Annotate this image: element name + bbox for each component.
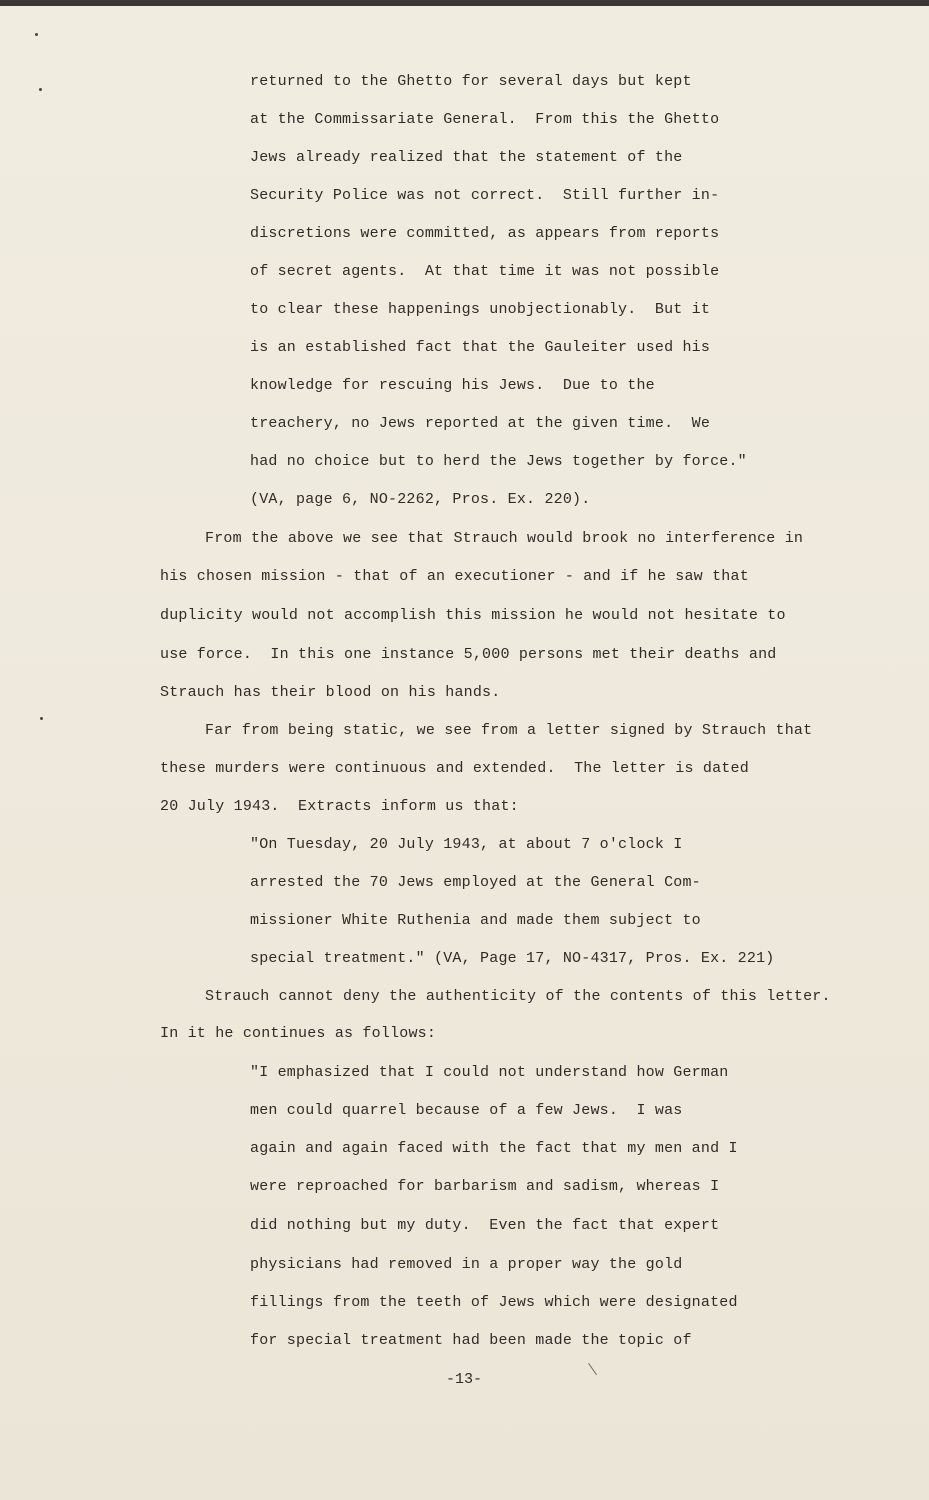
text-line: duplicity would not accomplish this mission he would not hesitate to bbox=[160, 607, 786, 624]
page-number: -13- bbox=[446, 1371, 483, 1388]
text-line: for special treatment had been made the topic of bbox=[250, 1332, 692, 1349]
text-line: did nothing but my duty. Even the fact that expert bbox=[250, 1217, 720, 1234]
text-line: again and again faced with the fact that my men and I bbox=[250, 1140, 738, 1157]
text-line: knowledge for rescuing his Jews. Due to the bbox=[250, 377, 655, 394]
punch-mark bbox=[40, 717, 43, 720]
pen-mark bbox=[588, 1363, 597, 1375]
text-line: returned to the Ghetto for several days but kept bbox=[250, 73, 692, 90]
text-line: In it he continues as follows: bbox=[160, 1025, 437, 1042]
text-line: these murders were continuous and extended. The letter is dated bbox=[160, 760, 749, 777]
text-line: were reproached for barbarism and sadism, whereas I bbox=[250, 1178, 720, 1195]
text-line: fillings from the teeth of Jews which were designated bbox=[250, 1294, 738, 1311]
text-line: Strauch has their blood on his hands. bbox=[160, 684, 501, 701]
text-line: of secret agents. At that time it was not possible bbox=[250, 263, 720, 280]
text-line: to clear these happenings unobjectionably. But it bbox=[250, 301, 711, 318]
scan-edge bbox=[0, 0, 929, 6]
text-line: is an established fact that the Gauleiter used his bbox=[250, 339, 711, 356]
text-line: "On Tuesday, 20 July 1943, at about 7 o'clock I bbox=[250, 836, 683, 853]
text-line: Strauch cannot deny the authenticity of the contents of this letter. bbox=[205, 988, 831, 1005]
text-line: "I emphasized that I could not understand how German bbox=[250, 1064, 729, 1081]
text-line: physicians had removed in a proper way the gold bbox=[250, 1256, 683, 1273]
punch-mark bbox=[35, 33, 38, 36]
punch-mark bbox=[39, 88, 42, 91]
text-line: his chosen mission - that of an executioner - and if he saw that bbox=[160, 568, 749, 585]
text-line: use force. In this one instance 5,000 persons met their deaths and bbox=[160, 646, 777, 663]
text-line: at the Commissariate General. From this the Ghetto bbox=[250, 111, 720, 128]
text-line: 20 July 1943. Extracts inform us that: bbox=[160, 798, 519, 815]
text-line: treachery, no Jews reported at the given time. We bbox=[250, 415, 711, 432]
text-line: (VA, page 6, NO-2262, Pros. Ex. 220). bbox=[250, 491, 591, 508]
text-line: arrested the 70 Jews employed at the General Com- bbox=[250, 874, 701, 891]
text-line: special treatment." (VA, Page 17, NO-4317, Pros. Ex. 221) bbox=[250, 950, 775, 967]
text-line: had no choice but to herd the Jews together by force." bbox=[250, 453, 747, 470]
text-line: Far from being static, we see from a letter signed by Strauch that bbox=[205, 722, 813, 739]
text-line: Jews already realized that the statement of the bbox=[250, 149, 683, 166]
text-line: missioner White Ruthenia and made them subject to bbox=[250, 912, 701, 929]
text-line: Security Police was not correct. Still further in- bbox=[250, 187, 720, 204]
text-line: discretions were committed, as appears from reports bbox=[250, 225, 720, 242]
text-line: From the above we see that Strauch would brook no interference in bbox=[205, 530, 804, 547]
text-line: men could quarrel because of a few Jews. I was bbox=[250, 1102, 683, 1119]
